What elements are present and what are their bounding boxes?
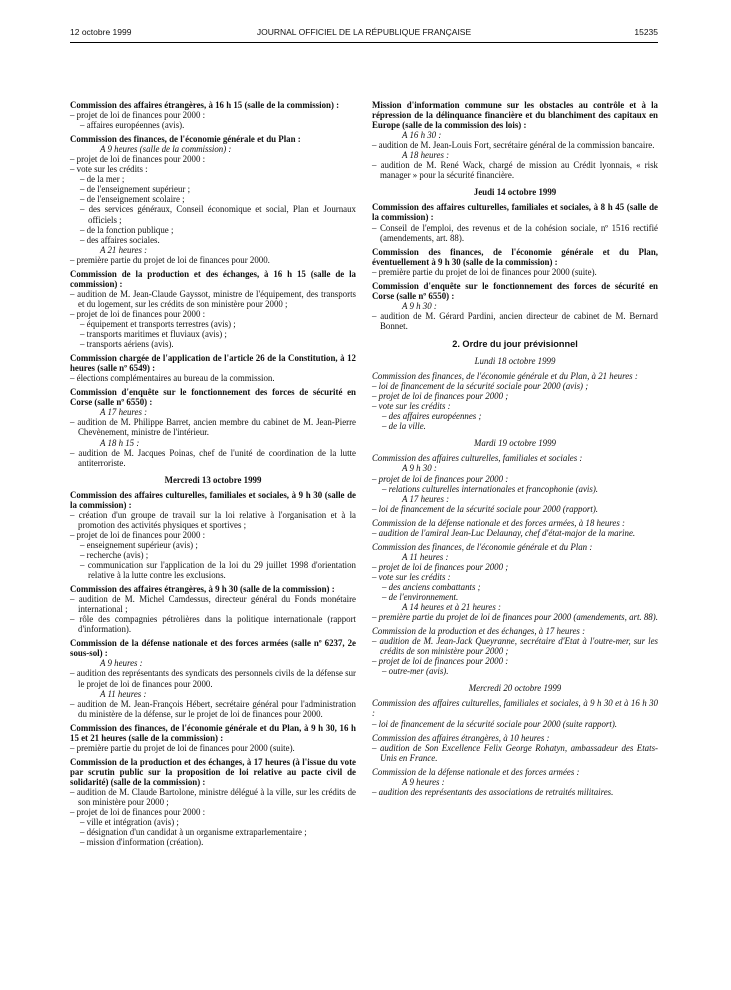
agenda-subitem: – mission d'information (création). <box>80 837 204 848</box>
agenda-item: – audition des représentants des syndicats des personnels civils de la défense sur le projet de loi de finances pour 2000. <box>70 668 356 689</box>
agenda-item: – audition de Son Excellence Felix George Rohatyn, ambassadeur des Etats-Unis en France. <box>372 742 658 763</box>
committee-heading: Commission des finances, de l'économie générale et du Plan, à 21 heures : <box>372 371 638 382</box>
agenda-subitem: – des anciens combattants ; <box>382 581 481 592</box>
committee-heading: Commission des finances, de l'économie générale et du Plan, à 9 h 30, 16 h 15 et 21 heures (salle de la commission) : <box>70 722 356 743</box>
time-label: A 14 heures et à 21 heures : <box>402 602 502 613</box>
agenda-subitem: – transports maritimes et fluviaux (avis) ; <box>80 329 227 340</box>
committee-heading: Commission des affaires culturelles, familiales et sociales, à 8 h 45 (salle de la commission) : <box>372 202 658 223</box>
agenda-item: – rôle des compagnies pétrolières dans la politique internationale (rapport d'information). <box>70 614 356 635</box>
agenda-item: – audition de M. Jean-Claude Gayssot, ministre de l'équipement, des transports et du logement, sur les crédits de son ministère pour 2000 ; <box>70 288 356 309</box>
agenda-subitem: – de la fonction publique ; <box>80 224 174 235</box>
time-label: A 17 heures : <box>402 493 450 504</box>
agenda-item: – création d'un groupe de travail sur la loi relative à l'organisation et à la promotion des activités physiques et sportives ; <box>70 509 356 530</box>
header-rule <box>70 42 658 43</box>
agenda-item: – projet de loi de finances pour 2000 ; <box>372 561 509 572</box>
committee-heading: Commission de la production et des échanges, à 17 heures (à l'issue du vote par scrutin public sur la proposition de loi relative au pacte civil de solidarité) (salle de la commission) : <box>70 756 356 787</box>
agenda-subitem: – de l'environnement. <box>382 592 459 603</box>
agenda-item: – projet de loi de finances pour 2000 ; <box>372 391 509 402</box>
time-label: A 18 heures : <box>402 150 450 161</box>
time-label: A 9 heures (salle de la commission) : <box>100 144 232 155</box>
committee-heading: Commission de la production et des échanges, à 17 heures : <box>372 626 586 637</box>
agenda-item: – élections complémentaires au bureau de la commission. <box>70 373 275 384</box>
section-heading: 2. Ordre du jour prévisionnel <box>452 338 578 349</box>
time-label: A 16 h 30 : <box>402 130 442 141</box>
committee-heading: Commission des finances, de l'économie générale et du Plan : <box>372 541 593 552</box>
agenda-subitem: – de l'enseignement scolaire ; <box>80 194 185 205</box>
agenda-item: – loi de financement de la sécurité sociale pour 2000 (suite rapport). <box>372 718 618 729</box>
committee-heading: Mission d'information commune sur les obstacles au contrôle et à la répression de la délinquance financière et du blanchiment des capitaux en Europe (salle de la commission des lois) : <box>372 100 658 131</box>
time-label: A 11 heures : <box>402 551 449 562</box>
committee-heading: Commission des affaires étrangères, à 16 h 15 (salle de la commission) : <box>70 100 340 110</box>
agenda-item: – audition de M. Michel Camdessus, directeur général du Fonds monétaire international ; <box>70 594 356 615</box>
agenda-subitem: – de la mer ; <box>80 174 125 185</box>
agenda-item: – vote sur les crédits : <box>372 571 451 582</box>
time-label: A 18 h 15 : <box>100 437 140 448</box>
agenda-subitem: – transports aériens (avis). <box>80 339 174 350</box>
agenda-subitem: – des affaires sociales. <box>80 234 160 245</box>
agenda-item: – audition de M. Jacques Poinas, chef de l'unité de coordination de la lutte antiterroriste. <box>70 447 356 468</box>
agenda-subitem: – communication sur l'application de la loi du 29 juillet 1998 d'orientation relative à la lutte contre les exclusions. <box>80 560 356 581</box>
committee-heading: Commission des finances, de l'économie générale et du Plan, éventuellement à 9 h 30 (salle de la commission) : <box>372 246 658 267</box>
time-label: A 9 h 30 : <box>402 463 437 474</box>
committee-heading: Commission d'enquête sur le fonctionnement des forces de sécurité en Corse (salle nº 6550) : <box>372 280 658 301</box>
agenda-item: – audition de M. Claude Bartolone, ministre délégué à la ville, sur les crédits de son ministère pour 2000 ; <box>70 787 356 808</box>
day-heading: Lundi 18 octobre 1999 <box>474 356 556 367</box>
committee-heading: Commission des affaires culturelles, familiales et sociales, à 9 h 30 (salle de la commission) : <box>70 489 356 510</box>
agenda-subitem: – ville et intégration (avis) ; <box>80 817 179 828</box>
day-heading: Mercredi 13 octobre 1999 <box>164 474 262 485</box>
agenda-subitem: – outre-mer (avis). <box>382 666 449 677</box>
agenda-subitem: – relations culturelles internationales et francophonie (avis). <box>382 483 599 494</box>
agenda-item: – vote sur les crédits : <box>372 401 451 412</box>
agenda-item: – première partie du projet de loi de finances pour 2000. <box>70 254 270 265</box>
agenda-item: – première partie du projet de loi de finances pour 2000 (amendements, art. 88). <box>372 612 658 623</box>
committee-heading: Commission des affaires étrangères, à 9 h 30 (salle de la commission) : <box>70 584 335 595</box>
agenda-item: – loi de financement de la sécurité sociale pour 2000 (rapport). <box>372 503 599 514</box>
agenda-item: – loi de financement de la sécurité sociale pour 2000 (avis) ; <box>372 381 589 392</box>
committee-heading: Commission des finances, de l'économie générale et du Plan : <box>70 134 301 145</box>
agenda-subitem: – équipement et transports terrestres (avis) ; <box>80 318 236 329</box>
agenda-item: – projet de loi de finances pour 2000 : <box>70 308 206 319</box>
agenda-item: – projet de loi de finances pour 2000 : <box>372 656 509 667</box>
time-label: A 17 heures : <box>100 407 148 418</box>
agenda-item: – vote sur les crédits : <box>70 164 148 175</box>
day-heading: Mercredi 20 octobre 1999 <box>468 683 562 694</box>
agenda-subitem: – de l'enseignement supérieur ; <box>80 184 191 195</box>
agenda-subitem: – des services généraux, Conseil économique et social, Plan et Journaux officiels ; <box>80 204 356 225</box>
page-header <box>70 27 658 41</box>
time-label: A 9 heures : <box>402 776 445 787</box>
committee-heading: Commission de la production et des échanges, à 16 h 15 (salle de la commission) : <box>70 268 356 289</box>
time-label: A 21 heures : <box>100 244 148 255</box>
header-page-number: 15235 <box>634 27 658 37</box>
right-column <box>372 100 658 797</box>
agenda-item: – audition de M. Gérard Pardini, ancien directeur de cabinet de M. Bernard Bonnet. <box>372 310 658 331</box>
header-journal-title: JOURNAL OFFICIEL DE LA RÉPUBLIQUE FRANÇAISE <box>256 27 472 37</box>
committee-heading: Commission des affaires culturelles, familiales et sociales, à 9 h 30 et à 16 h 30 : <box>372 698 658 719</box>
left-column <box>70 100 356 847</box>
agenda-item: – projet de loi de finances pour 2000 : <box>70 807 206 818</box>
agenda-item: – audition de M. Jean-François Hébert, secrétaire général pour l'administration du ministère de la défense, sur le projet de loi de finances pour 2000. <box>70 698 356 719</box>
committee-heading: Commission des affaires culturelles, familiales et sociales : <box>372 453 583 464</box>
agenda-item: – Conseil de l'emploi, des revenus et de la cohésion sociale, nº 1516 rectifié (amendements, art. 88). <box>372 222 658 243</box>
agenda-item: – première partie du projet de loi de finances pour 2000 (suite). <box>372 266 597 277</box>
time-label: A 11 heures : <box>100 688 147 699</box>
committee-heading: Commission de la défense nationale et des forces armées (salle nº 6237, 2e sous-sol) : <box>70 638 356 659</box>
agenda-item: – audition de M. Philippe Barret, ancien membre du cabinet de M. Jean-Pierre Chevènement, ministre de l'intérieur. <box>70 417 356 438</box>
agenda-subitem: – enseignement supérieur (avis) ; <box>80 539 198 550</box>
header-date: 12 octobre 1999 <box>70 27 132 37</box>
agenda-item: – projet de loi de finances pour 2000 : <box>70 154 206 165</box>
agenda-item: – audition de l'amiral Jean-Luc Delaunay, chef d'état-major de la marine. <box>372 527 636 538</box>
agenda-item: – première partie du projet de loi de finances pour 2000 (suite). <box>70 742 295 753</box>
committee-heading: Commission des affaires étrangères, à 10 heures : <box>372 732 550 743</box>
agenda-subitem: – de la ville. <box>382 421 426 432</box>
agenda-subitem: – affaires européennes (avis). <box>80 120 185 131</box>
committee-heading: Commission de la défense nationale et des forces armées : <box>372 766 580 777</box>
day-heading: Mardi 19 octobre 1999 <box>474 438 556 449</box>
agenda-subitem: – des affaires européennes ; <box>382 411 482 422</box>
time-label: A 9 h 30 : <box>402 300 437 311</box>
agenda-item: – projet de loi de finances pour 2000 : <box>70 529 206 540</box>
day-heading: Jeudi 14 octobre 1999 <box>473 187 557 198</box>
agenda-subitem: – désignation d'un candidat à un organisme extraparlementaire ; <box>80 827 307 838</box>
committee-heading: Commission de la défense nationale et des forces armées, à 18 heures : <box>372 517 625 528</box>
agenda-item: – audition de M. René Wack, chargé de mission au Crédit lyonnais, « risk manager » pour la sécurité financière. <box>372 160 658 181</box>
agenda-subitem: – recherche (avis) ; <box>80 549 149 560</box>
agenda-item: – audition de M. Jean-Louis Fort, secrétaire général de la commission bancaire. <box>372 140 655 151</box>
agenda-item: – audition des représentants des associations de retraités militaires. <box>372 786 614 797</box>
agenda-item: – projet de loi de finances pour 2000 : <box>372 473 509 484</box>
agenda-item: – audition de M. Jean-Jack Queyranne, secrétaire d'Etat à l'outre-mer, sur les crédits de son ministère pour 2000 ; <box>372 636 658 657</box>
agenda-item: – projet de loi de finances pour 2000 : <box>70 110 206 121</box>
committee-heading: Commission d'enquête sur le fonctionnement des forces de sécurité en Corse (salle nº 6550) : <box>70 387 356 408</box>
time-label: A 9 heures : <box>100 658 143 669</box>
committee-heading: Commission chargée de l'application de l'article 26 de la Constitution, à 12 heures (salle nº 6549) : <box>70 353 356 374</box>
